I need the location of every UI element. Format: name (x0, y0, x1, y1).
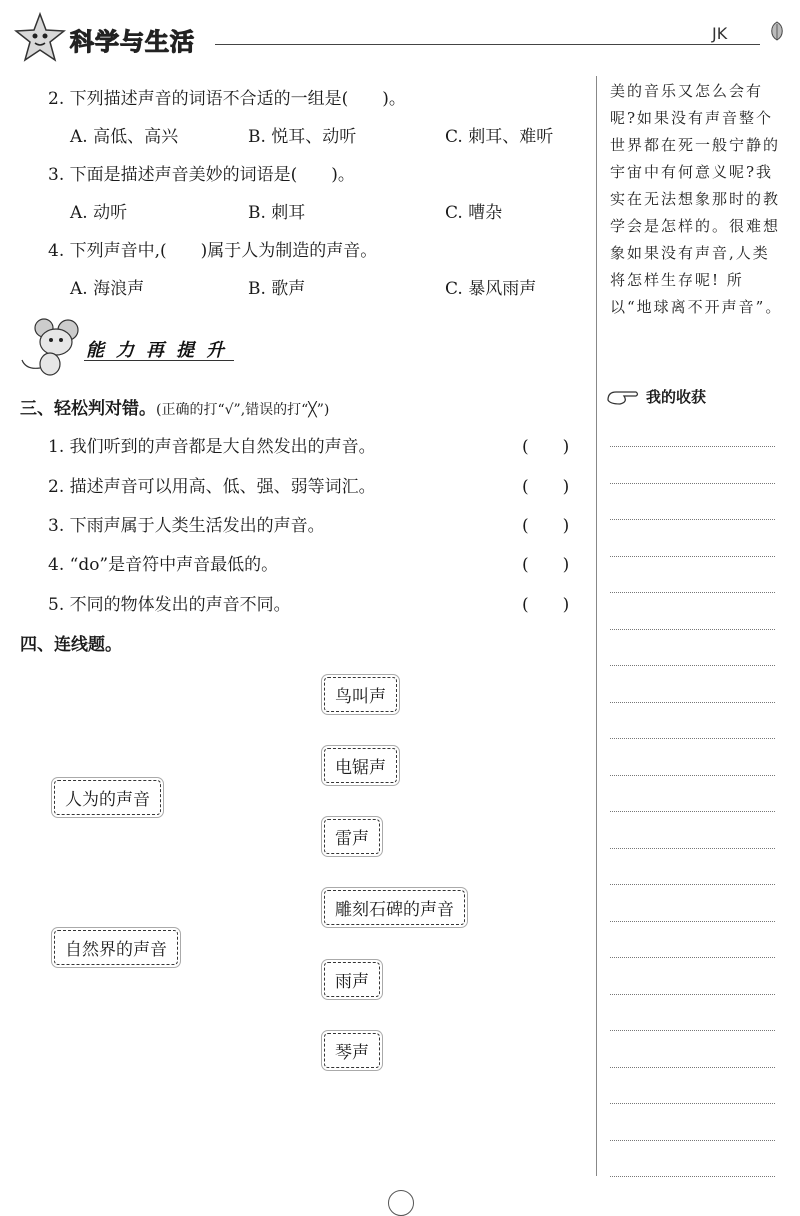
answer-blank-4[interactable]: ( ) (522, 555, 570, 575)
question-4-option-c: C. 暴风雨声 (445, 279, 537, 299)
question-2-option-b: B. 悦耳、动听 (248, 127, 357, 147)
answer-blank-1[interactable]: ( ) (522, 437, 570, 457)
question-2-option-c: C. 刺耳、难听 (445, 127, 554, 147)
question-4-stem: 4. 下列声音中,( )属于人为制造的声音。 (48, 241, 378, 261)
left-box-nature-sound[interactable]: 自然界的声音 (54, 930, 178, 965)
judge-item-3: 3. 下雨声属于人类生活发出的声音。 (48, 516, 325, 536)
writing-line[interactable] (610, 665, 775, 666)
writing-line[interactable] (610, 629, 775, 630)
judge-item-4: 4. “do”是音符中声音最低的。 (48, 555, 279, 575)
question-2-option-a: A. 高低、高兴 (70, 127, 179, 147)
writing-line[interactable] (610, 1067, 775, 1068)
section-4-title: 四、连线题。 (20, 635, 122, 655)
writing-line[interactable] (610, 446, 775, 447)
hand-pointer-icon (606, 386, 640, 406)
section-3-heading (20, 394, 329, 419)
question-3-option-a: A. 动听 (70, 203, 128, 223)
right-box-thunder[interactable]: 雷声 (324, 819, 380, 854)
writing-line[interactable] (610, 1103, 775, 1104)
answer-blank-5[interactable]: ( ) (522, 595, 570, 615)
writing-line[interactable] (610, 1176, 775, 1177)
right-box-piano[interactable]: 琴声 (324, 1033, 380, 1068)
banner-rule (84, 360, 234, 361)
judge-item-1: 1. 我们听到的声音都是大自然发出的声音。 (48, 437, 376, 457)
star-mascot-logo (14, 12, 66, 64)
question-3-stem: 3. 下面是描述声音美妙的词语是( )。 (48, 165, 355, 185)
header-title: 科学与生活 (70, 28, 195, 56)
question-3-option-b: B. 刺耳 (248, 203, 306, 223)
writing-line[interactable] (610, 957, 775, 958)
writing-line[interactable] (610, 884, 775, 885)
answer-blank-2[interactable]: ( ) (522, 477, 570, 497)
question-4-option-a: A. 海浪声 (70, 279, 145, 299)
question-3-option-c: C. 嘈杂 (445, 203, 503, 223)
writing-line[interactable] (610, 556, 775, 557)
banner-title: 能力再提升 (86, 340, 236, 361)
right-box-stone-carving[interactable]: 雕刻石碑的声音 (324, 890, 465, 925)
column-divider (596, 76, 597, 1176)
writing-line[interactable] (610, 738, 775, 739)
writing-line[interactable] (610, 1030, 775, 1031)
side-note-text: 美的音乐又怎么会有呢?如果没有声音整个世界都在死一般宁静的宇宙中有何意义呢?我实在无法想象那时的教学会是怎样的。很难想象如果没有声音,人类将怎样生存呢! 所以“地球离不开声音”。 (610, 82, 783, 316)
header-code: JK (712, 24, 728, 43)
right-box-chainsaw[interactable]: 电锯声 (324, 748, 397, 783)
writing-line[interactable] (610, 848, 775, 849)
right-box-bird-call[interactable]: 鸟叫声 (324, 677, 397, 712)
writing-line[interactable] (610, 811, 775, 812)
writing-line[interactable] (610, 994, 775, 995)
leaf-icon (768, 20, 786, 42)
judge-item-2: 2. 描述声音可以用高、低、强、弱等词汇。 (48, 477, 376, 497)
page-number-circle (388, 1190, 414, 1216)
my-gain-title: 我的收获 (646, 388, 707, 406)
left-box-human-sound[interactable]: 人为的声音 (54, 780, 161, 815)
question-2-stem: 2. 下列描述声音的词语不合适的一组是( )。 (48, 89, 406, 109)
question-4-option-b: B. 歌声 (248, 279, 306, 299)
writing-line[interactable] (610, 921, 775, 922)
answer-blank-3[interactable]: ( ) (522, 516, 570, 536)
writing-line[interactable] (610, 592, 775, 593)
mouse-mascot-icon (18, 318, 82, 378)
writing-line[interactable] (610, 702, 775, 703)
writing-line[interactable] (610, 775, 775, 776)
writing-line[interactable] (610, 1140, 775, 1141)
section-3-title: 三、轻松判对错。 (20, 399, 156, 419)
writing-line[interactable] (610, 483, 775, 484)
header-rule (215, 44, 760, 45)
section-3-hint: (正确的打“√”,错误的打“╳”) (156, 402, 330, 418)
right-box-rain[interactable]: 雨声 (324, 962, 380, 997)
writing-line[interactable] (610, 519, 775, 520)
judge-item-5: 5. 不同的物体发出的声音不同。 (48, 595, 291, 615)
